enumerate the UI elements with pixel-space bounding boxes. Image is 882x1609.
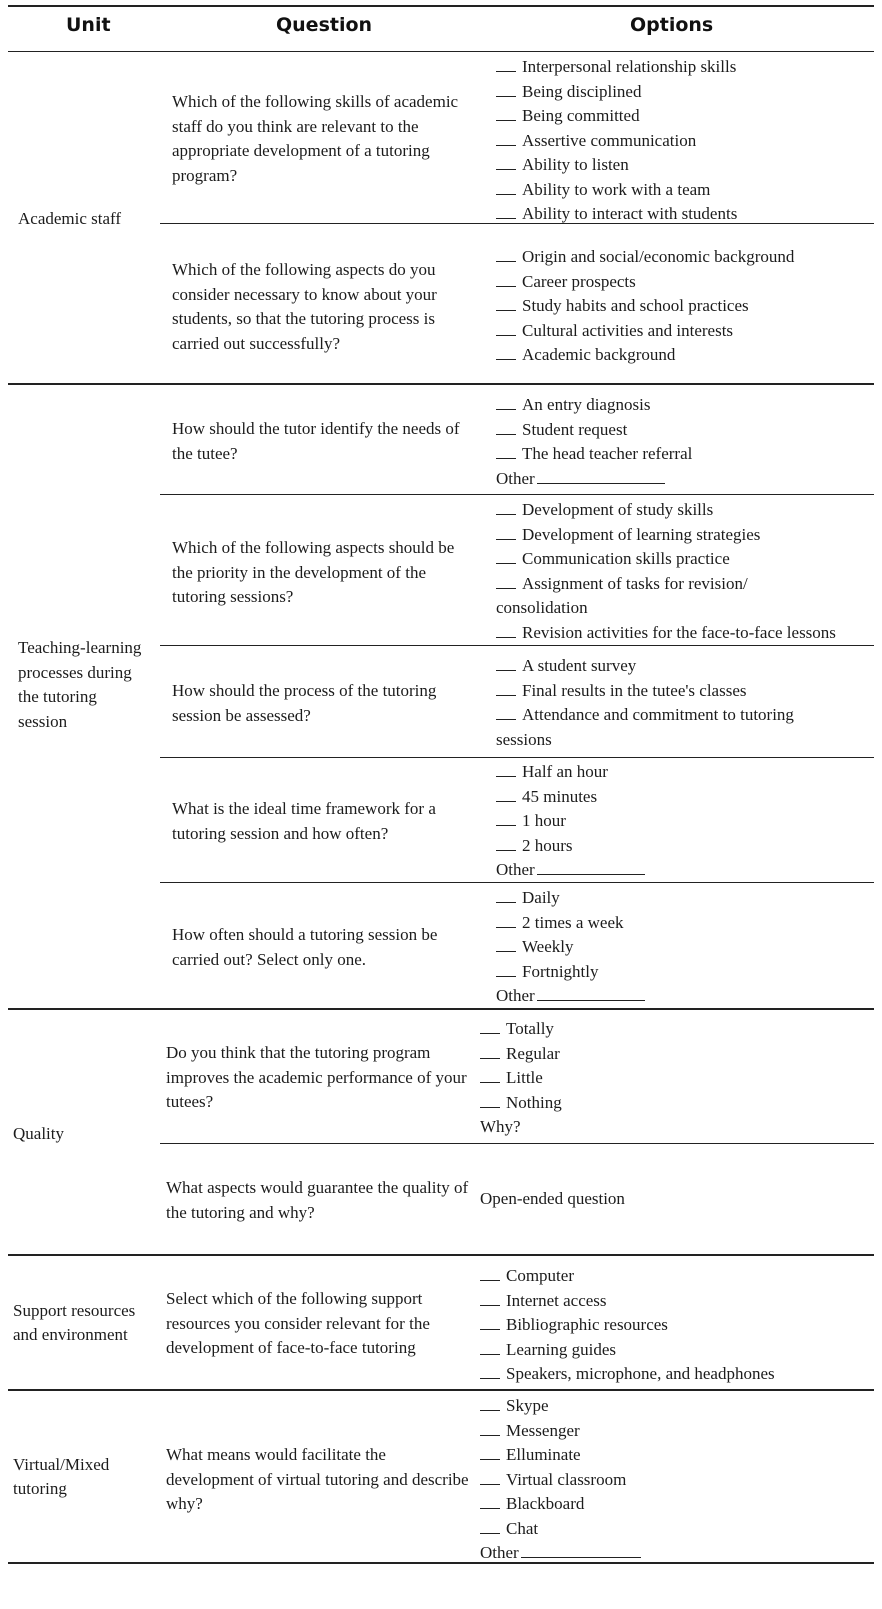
option: Virtual classroom (480, 1468, 860, 1493)
unit-support: Support resources and environment (13, 1301, 136, 1344)
option: A student survey (496, 654, 876, 679)
option: Fortnightly (496, 960, 876, 985)
option: Bibliographic resources (480, 1313, 860, 1338)
question: What aspects would guarantee the quality of the tutoring and why? (166, 1178, 469, 1222)
option: Being disciplined (496, 80, 876, 105)
row-divider (160, 645, 874, 646)
question: Select which of the following support resources you consider relevant for the development of face-to-face tutoring (166, 1289, 430, 1357)
option: Development of learning strategies (496, 523, 876, 548)
option: Nothing (480, 1091, 860, 1116)
option: Assertive communication (496, 129, 876, 154)
question: Which of the following aspects do you consider necessary to know about your students, so that the tutoring process is carried out successfully? (172, 260, 437, 353)
option: 2 times a week (496, 911, 876, 936)
option: Academic background (496, 343, 876, 368)
row-divider (160, 494, 874, 495)
question: Which of the following aspects should be the priority in the development of the tutoring sessions? (172, 538, 455, 606)
option: Attendance and commitment to tutoring sessions (496, 705, 794, 749)
options-list (496, 498, 876, 645)
table-top-rule (8, 5, 874, 7)
options-list (480, 1017, 860, 1140)
option-other: Other (496, 467, 876, 492)
header-question: Question (276, 14, 373, 36)
option-other: Other (496, 984, 876, 1009)
open-ended-label: Open-ended question (480, 1189, 625, 1208)
option: Computer (480, 1264, 860, 1289)
option: Regular (480, 1042, 860, 1067)
unit-divider (8, 383, 874, 385)
option: Chat (480, 1517, 860, 1542)
option: Little (480, 1066, 860, 1091)
option: Learning guides (480, 1338, 860, 1363)
option: 2 hours (496, 834, 876, 859)
options-list (496, 245, 876, 368)
question: How often should a tutoring session be carried out? Select only one. (172, 925, 438, 969)
option: Revision activities for the face-to-face lessons (496, 621, 876, 646)
option: Skype (480, 1394, 860, 1419)
options-list (496, 760, 876, 883)
option: The head teacher referral (496, 442, 876, 467)
option: Career prospects (496, 270, 876, 295)
option: Ability to listen (496, 153, 876, 178)
options-list (496, 55, 876, 227)
option: Speakers, microphone, and headphones (480, 1362, 860, 1387)
options-list (480, 1264, 860, 1387)
option: Being committed (496, 104, 876, 129)
option: Blackboard (480, 1492, 860, 1517)
option-other: Other (480, 1541, 860, 1566)
option: Daily (496, 886, 876, 911)
option-why: Why? (480, 1117, 521, 1136)
options-list (496, 654, 876, 752)
option: Origin and social/economic background (496, 245, 876, 270)
option: Messenger (480, 1419, 860, 1444)
unit-divider (8, 1254, 874, 1256)
option: Assignment of tasks for revision/ consolidation (496, 573, 748, 617)
option: An entry diagnosis (496, 393, 876, 418)
option: Student request (496, 418, 876, 443)
question: What means would facilitate the development of virtual tutoring and describe why? (166, 1445, 469, 1513)
question: How should the process of the tutoring session be assessed? (172, 681, 437, 725)
options-list (496, 886, 876, 1009)
option: Ability to interact with students (496, 202, 876, 227)
header-rule (8, 51, 874, 52)
options-list (480, 1394, 860, 1566)
option: Ability to work with a team (496, 178, 876, 203)
option: Totally (480, 1017, 860, 1042)
option: 1 hour (496, 809, 876, 834)
option: 45 minutes (496, 785, 876, 810)
unit-quality: Quality (13, 1124, 64, 1143)
option: Half an hour (496, 760, 876, 785)
question: What is the ideal time framework for a tutoring session and how often? (172, 799, 436, 843)
option: Elluminate (480, 1443, 860, 1468)
option: Study habits and school practices (496, 294, 876, 319)
option: Weekly (496, 935, 876, 960)
option-other: Other (496, 858, 876, 883)
question: Do you think that the tutoring program improves the academic performance of your tutees? (166, 1043, 467, 1111)
question: Which of the following skills of academic staff do you think are relevant to the appropriate development of a tutoring program? (172, 92, 459, 185)
option: Development of study skills (496, 498, 876, 523)
options-list (496, 393, 876, 491)
header-unit: Unit (66, 14, 111, 36)
unit-academic-staff: Academic staff (18, 209, 122, 228)
option: Internet access (480, 1289, 860, 1314)
option: Final results in the tutee's classes (496, 679, 876, 704)
option: Communication skills practice (496, 547, 876, 572)
row-divider (160, 757, 874, 758)
unit-virtual: Virtual/Mixed tutoring (13, 1455, 110, 1498)
question: How should the tutor identify the needs of the tutee? (172, 419, 460, 463)
option: Interpersonal relationship skills (496, 55, 876, 80)
header-options: Options (630, 14, 714, 36)
unit-divider (8, 1389, 874, 1391)
row-divider (160, 1143, 874, 1144)
option: Cultural activities and interests (496, 319, 876, 344)
unit-teaching: Teaching-learning processes during the tutoring session (18, 638, 142, 731)
